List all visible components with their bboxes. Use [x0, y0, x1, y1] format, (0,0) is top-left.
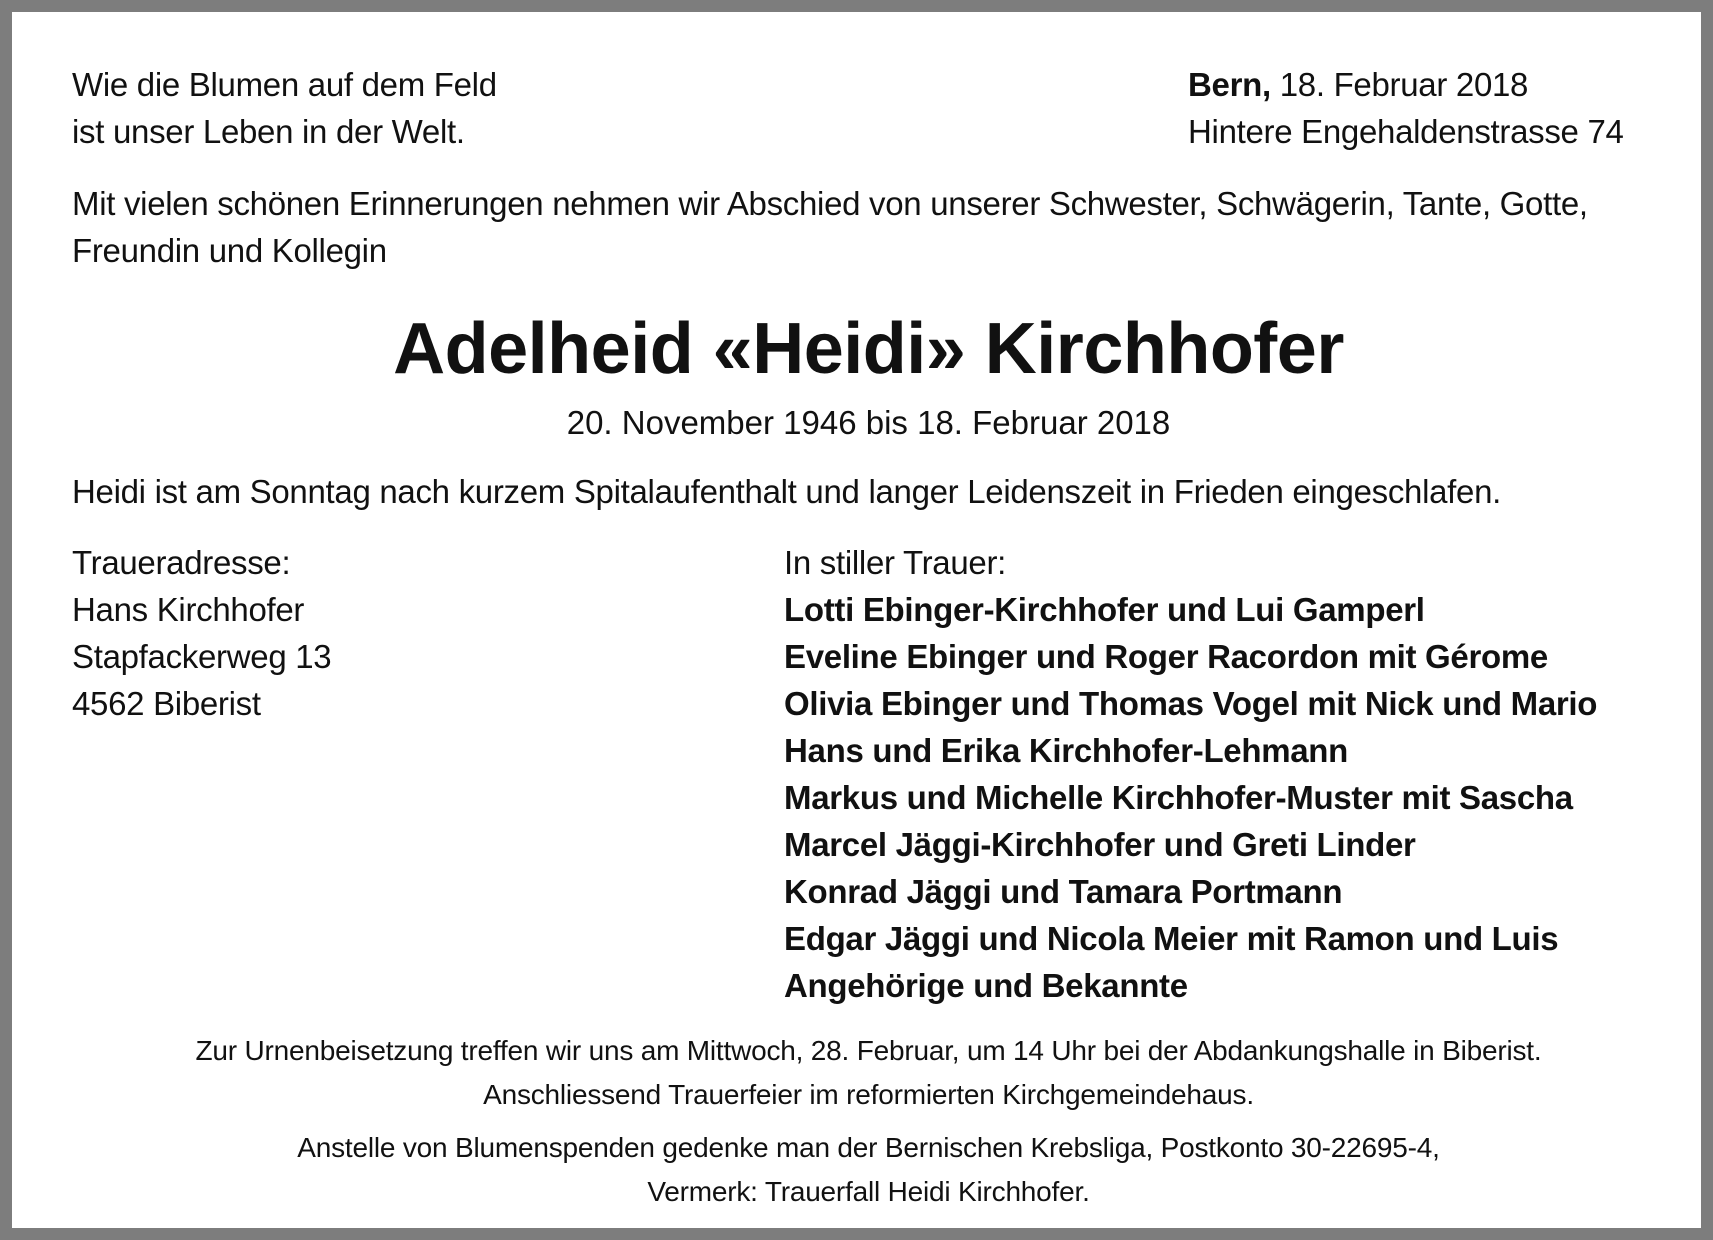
place-and-date	[1188, 61, 1624, 155]
mourner-entry: Konrad Jäggi und Tamara Portmann	[784, 873, 1343, 910]
mourner-entry: Marcel Jäggi-Kirchhofer und Greti Linder	[784, 826, 1416, 863]
death-note: Heidi ist am Sonntag nach kurzem Spitalaufenthalt und langer Leidenszeit in Frieden eingeschlafen.	[72, 473, 1501, 510]
mourner-entry: Lotti Ebinger-Kirchhofer und Lui Gamperl	[784, 591, 1425, 628]
motto-line-2: ist unser Leben in der Welt.	[72, 113, 465, 150]
donation-line-2: Vermerk: Trauerfall Heidi Kirchhofer.	[647, 1176, 1090, 1207]
motto-verse	[72, 61, 497, 155]
mourning-address-town: 4562 Biberist	[72, 685, 261, 722]
place-date-line	[1188, 61, 1624, 108]
mourner-entry: Markus und Michelle Kirchhofer-Muster mit Sascha	[784, 779, 1573, 816]
mourners-list	[784, 539, 1597, 1009]
mourner-entry: Angehörige und Bekannte	[784, 967, 1188, 1004]
mourner-entry: Eveline Ebinger und Roger Racordon mit Gérome	[784, 638, 1548, 675]
mourning-address-label: Traueradresse:	[72, 544, 291, 581]
motto-line-1: Wie die Blumen auf dem Feld	[72, 66, 497, 103]
mourners-label: In stiller Trauer:	[784, 544, 1007, 581]
burial-line-1: Zur Urnenbeisetzung treffen wir uns am Mittwoch, 28. Februar, um 14 Uhr bei der Abdankungshalle in Biberist.	[195, 1035, 1542, 1066]
burial-info	[12, 1029, 1713, 1117]
street-address: Hintere Engehaldenstrasse 74	[1188, 113, 1624, 150]
intro-paragraph: Mit vielen schönen Erinnerungen nehmen wir Abschied von unserer Schwester, Schwägerin, Tante, Gotte, Freundin und Kollegin	[72, 185, 1588, 269]
mourning-address	[72, 539, 331, 727]
city: Bern,	[1188, 66, 1271, 103]
life-dates: 20. November 1946 bis 18. Februar 2018	[566, 404, 1171, 441]
mourning-address-street: Stapfackerweg 13	[72, 638, 332, 675]
mourner-entry: Edgar Jäggi und Nicola Meier mit Ramon und Luis	[784, 920, 1559, 957]
mourner-entry: Olivia Ebinger und Thomas Vogel mit Nick und Mario	[784, 685, 1598, 722]
donation-info	[12, 1126, 1713, 1214]
notice-date: 18. Februar 2018	[1270, 66, 1529, 103]
donation-line-1: Anstelle von Blumenspenden gedenke man der Bernischen Krebsliga, Postkonto 30-22695-4,	[297, 1132, 1440, 1163]
deceased-name: Adelheid «Heidi» Kirchhofer	[393, 309, 1344, 389]
burial-line-2: Anschliessend Trauerfeier im reformierten Kirchgemeindehaus.	[483, 1079, 1254, 1110]
mourner-entry: Hans und Erika Kirchhofer-Lehmann	[784, 732, 1349, 769]
mourning-address-name: Hans Kirchhofer	[72, 591, 305, 628]
